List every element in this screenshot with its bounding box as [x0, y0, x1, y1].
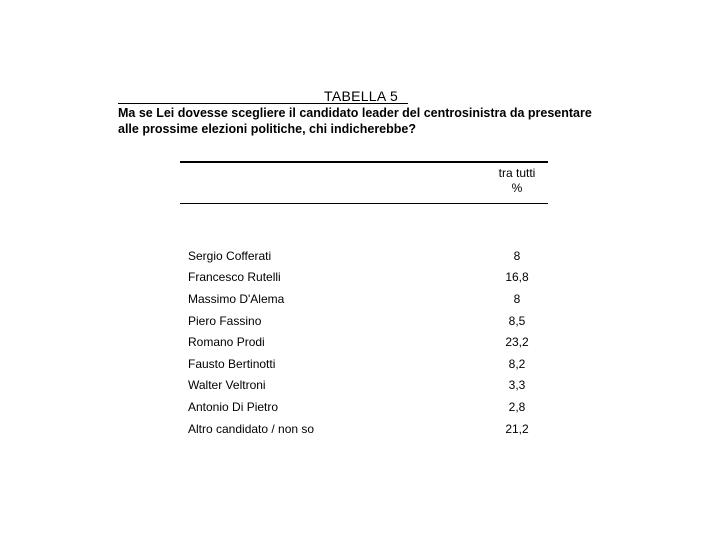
candidate-percentage: 16,8 [505, 270, 529, 284]
candidate-percentage: 3,3 [508, 378, 526, 392]
candidate-percentage: 2,8 [508, 400, 526, 414]
table-row [186, 313, 548, 329]
candidate-percentage: 21,2 [505, 422, 529, 436]
table-row [186, 356, 548, 372]
table-row [186, 291, 548, 307]
column-header-unit: % [511, 181, 523, 195]
question-line-1: Ma se Lei dovesse scegliere il candidato leader del centrosinistra da presentare [118, 106, 592, 120]
question-line-2: alle prossime elezioni politiche, chi indicherebbe? [118, 122, 416, 136]
table-row [186, 421, 548, 437]
candidate-name: Fausto Bertinotti [188, 357, 276, 371]
candidate-name: Altro candidato / non so [188, 422, 315, 436]
candidate-name: Piero Fassino [188, 314, 262, 328]
candidate-name: Sergio Cofferati [188, 249, 272, 263]
candidate-percentage: 8 [513, 292, 521, 306]
table-row [186, 399, 548, 415]
candidate-percentage: 8,2 [508, 357, 526, 371]
candidate-name: Massimo D'Alema [188, 292, 285, 306]
table-row [186, 377, 548, 393]
candidate-name: Walter Veltroni [188, 378, 266, 392]
candidate-percentage: 8,5 [508, 314, 526, 328]
table-title: TABELLA 5 [324, 88, 399, 104]
candidate-percentage: 8 [513, 249, 521, 263]
table-row [186, 248, 548, 264]
table-row [186, 269, 548, 285]
candidate-name: Antonio Di Pietro [188, 400, 279, 414]
candidate-name: Francesco Rutelli [188, 270, 281, 284]
candidate-percentage: 23,2 [505, 335, 529, 349]
column-header-label: tra tutti [498, 166, 536, 180]
table-row [186, 334, 548, 350]
candidate-name: Romano Prodi [188, 335, 265, 349]
